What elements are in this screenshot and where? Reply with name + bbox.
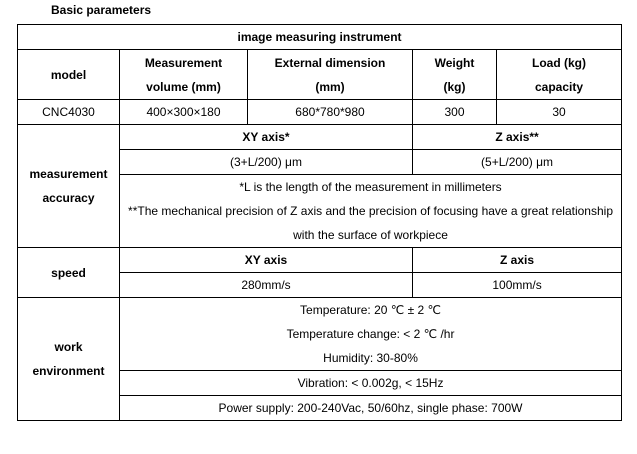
speed-xy-header: XY axis — [120, 248, 413, 273]
env-temperature: Temperature: 20 ℃ ± 2 ℃ — [120, 298, 622, 323]
accuracy-z-value: (5+L/200) μm — [413, 150, 622, 175]
table-title: image measuring instrument — [18, 25, 622, 50]
weight-header-line1: Weight — [434, 55, 475, 70]
weight-header-line2: (kg) — [443, 79, 466, 94]
load-header-line2: capacity — [535, 79, 584, 94]
environment-label — [18, 298, 120, 421]
accuracy-note-2: **The mechanical precision of Z axis and the precision of focusing have a great relationship — [120, 199, 622, 223]
load-value: 30 — [497, 100, 622, 125]
dimension-header-line2: (mm) — [315, 79, 345, 94]
speed-z-value: 100mm/s — [413, 273, 622, 298]
model-header-row — [18, 50, 622, 100]
accuracy-label — [18, 125, 120, 248]
accuracy-note-1: *L is the length of the measurement in millimeters — [120, 175, 622, 200]
env-vibration: Vibration: < 0.002g, < 15Hz — [120, 371, 622, 396]
environment-label-line2: environment — [32, 364, 105, 378]
model-data-row — [18, 100, 622, 125]
accuracy-label-line1: measurement — [29, 167, 108, 181]
env-temp-change: Temperature change: < 2 ℃ /hr — [120, 322, 622, 346]
environment-label-line1: work — [54, 340, 83, 354]
volume-header-line1: Measurement — [144, 55, 223, 70]
accuracy-xy-header: XY axis* — [120, 125, 413, 150]
speed-label: speed — [18, 248, 120, 298]
accuracy-z-header: Z axis** — [413, 125, 622, 150]
dimension-header — [248, 50, 413, 100]
env-power: Power supply: 200-240Vac, 50/60hz, single phase: 700W — [120, 396, 622, 421]
load-header-line1: Load (kg) — [532, 55, 587, 70]
weight-value: 300 — [413, 100, 497, 125]
dimension-value: 680*780*980 — [248, 100, 413, 125]
volume-header — [120, 50, 248, 100]
model-header: model — [18, 50, 120, 100]
env-humidity: Humidity: 30-80% — [120, 346, 622, 371]
speed-z-header: Z axis — [413, 248, 622, 273]
volume-header-line2: volume (mm) — [146, 79, 221, 94]
load-header — [497, 50, 622, 100]
section-heading: Basic parameters — [51, 3, 152, 17]
volume-value: 400×300×180 — [120, 100, 248, 125]
speed-xy-value: 280mm/s — [120, 273, 413, 298]
parameters-table — [17, 24, 622, 421]
accuracy-note-3: with the surface of workpiece — [120, 223, 622, 248]
weight-header — [413, 50, 497, 100]
accuracy-label-line2: accuracy — [42, 191, 95, 205]
accuracy-xy-value: (3+L/200) μm — [120, 150, 413, 175]
dimension-header-line1: External dimension — [274, 55, 386, 70]
model-value: CNC4030 — [18, 100, 120, 125]
